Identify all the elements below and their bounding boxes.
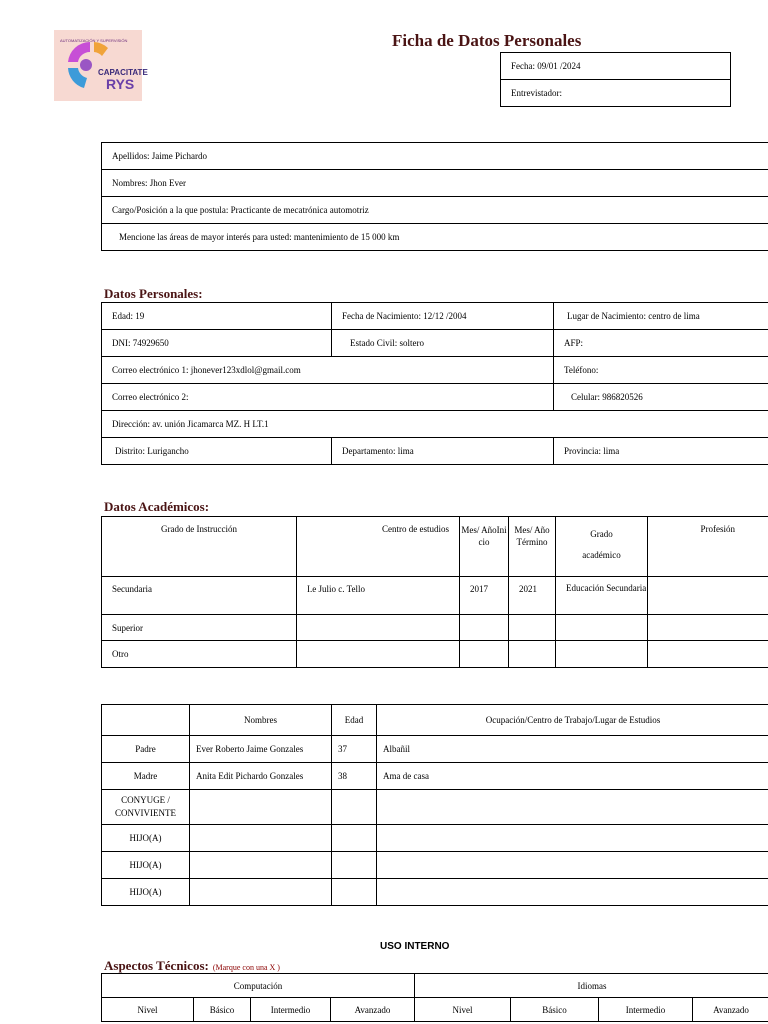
header-idiomas: Idiomas xyxy=(415,974,768,998)
company-logo xyxy=(54,30,148,101)
row-grado-academico[interactable] xyxy=(556,615,648,641)
row-nombre[interactable]: Anita Edit Pichardo Gonzales xyxy=(190,763,332,790)
table-row xyxy=(102,879,768,906)
personal-section-title: Datos Personales: xyxy=(104,286,203,301)
fecha-nacimiento-field[interactable]: Fecha de Nacimiento: 12/12 /2004 xyxy=(332,303,554,330)
idioma-avanzado[interactable]: Avanzado xyxy=(693,998,768,1022)
direccion-field[interactable]: Dirección: av. unión Jicamarca MZ. H LT.1 xyxy=(102,411,768,438)
header-nombres: Nombres xyxy=(190,705,332,736)
header-grado-line2: académico xyxy=(582,550,621,560)
header-ocupacion: Ocupación/Centro de Trabajo/Lugar de Estudios xyxy=(377,705,768,736)
afp-field[interactable]: AFP: xyxy=(554,330,768,357)
idioma-intermedio[interactable]: Intermedio xyxy=(599,998,693,1022)
row-ocupacion[interactable] xyxy=(377,825,768,852)
row-nombre[interactable] xyxy=(190,825,332,852)
header-grado-academico xyxy=(556,517,648,577)
row-inicio[interactable] xyxy=(460,641,509,668)
departamento-field[interactable]: Departamento: lima xyxy=(332,438,554,465)
row-grado[interactable]: Secundaria xyxy=(102,577,297,615)
row-relacion: HIJO(A) xyxy=(102,825,190,852)
header-relacion xyxy=(102,705,190,736)
row-edad[interactable] xyxy=(332,879,377,906)
row-edad[interactable] xyxy=(332,825,377,852)
row-grado[interactable]: Superior xyxy=(102,615,297,641)
academic-table xyxy=(101,516,768,668)
header-termino: Mes/ Año Término xyxy=(509,517,556,577)
edad-field[interactable]: Edad: 19 xyxy=(102,303,332,330)
family-table xyxy=(101,704,768,906)
table-row xyxy=(102,825,768,852)
technical-hint: (Marque con una X ) xyxy=(212,963,280,972)
row-relacion: Padre xyxy=(102,736,190,763)
interview-box xyxy=(500,52,731,107)
page-title: Ficha de Datos Personales xyxy=(392,31,582,50)
row-nombre[interactable] xyxy=(190,852,332,879)
technical-section-title: Aspectos Técnicos: xyxy=(104,958,209,973)
row-grado[interactable]: Otro xyxy=(102,641,297,668)
uso-interno-label: USO INTERNO xyxy=(380,941,450,952)
row-relacion: HIJO(A) xyxy=(102,879,190,906)
row-nombre[interactable]: Ever Roberto Jaime Gonzales xyxy=(190,736,332,763)
row-ocupacion[interactable] xyxy=(377,790,768,825)
table-row xyxy=(102,736,768,763)
idioma-nivel: Nivel xyxy=(415,998,511,1022)
apellidos-field[interactable]: Apellidos: Jaime Pichardo xyxy=(102,143,768,170)
row-centro[interactable] xyxy=(297,641,460,668)
table-row xyxy=(102,852,768,879)
row-inicio[interactable] xyxy=(460,615,509,641)
comp-intermedio[interactable]: Intermedio xyxy=(251,998,331,1022)
table-row xyxy=(102,763,768,790)
row-relacion: HIJO(A) xyxy=(102,852,190,879)
areas-field[interactable]: Mencione las áreas de mayor interés para usted: mantenimiento de 15 000 km xyxy=(102,224,768,251)
technical-table xyxy=(101,973,768,1022)
row-profesion[interactable] xyxy=(648,577,768,615)
header-grado: Grado de Instrucción xyxy=(102,517,297,577)
row-relacion: Madre xyxy=(102,763,190,790)
row-nombre[interactable] xyxy=(190,790,332,825)
row-centro[interactable] xyxy=(297,615,460,641)
academic-section-title: Datos Académicos: xyxy=(104,499,210,514)
row-profesion[interactable] xyxy=(648,641,768,668)
row-grado-academico[interactable]: Educación Secundaria xyxy=(556,577,648,615)
general-info-table xyxy=(101,142,768,251)
table-row xyxy=(102,641,768,668)
entrevistador-field[interactable]: Entrevistador: xyxy=(501,80,731,107)
celular-field[interactable]: Celular: 986820526 xyxy=(554,384,768,411)
comp-nivel: Nivel xyxy=(102,998,194,1022)
header-edad: Edad xyxy=(332,705,377,736)
row-inicio[interactable]: 2017 xyxy=(460,577,509,615)
row-nombre[interactable] xyxy=(190,879,332,906)
row-edad[interactable] xyxy=(332,790,377,825)
cargo-field[interactable]: Cargo/Posición a la que postula: Practicante de mecatrónica automotriz xyxy=(102,197,768,224)
logo-text-brand: RYS xyxy=(106,76,135,92)
row-termino[interactable] xyxy=(509,615,556,641)
nombres-field[interactable]: Nombres: Jhon Ever xyxy=(102,170,768,197)
provincia-field[interactable]: Provincia: lima xyxy=(554,438,768,465)
dni-field[interactable]: DNI: 74929650 xyxy=(102,330,332,357)
row-ocupacion[interactable]: Ama de casa xyxy=(377,763,768,790)
table-row xyxy=(102,790,768,825)
header-computacion: Computación xyxy=(102,974,415,998)
logo-text-top: AUTOMATIZACIÓN Y SUPERVISIÓN xyxy=(60,38,128,43)
telefono-field[interactable]: Teléfono: xyxy=(554,357,768,384)
row-relacion: CONYUGE / CONVIVIENTE xyxy=(102,790,190,825)
row-edad[interactable]: 37 xyxy=(332,736,377,763)
header-centro: Centro de estudios xyxy=(297,517,460,577)
row-edad[interactable]: 38 xyxy=(332,763,377,790)
row-edad[interactable] xyxy=(332,852,377,879)
idioma-basico[interactable]: Básico xyxy=(511,998,599,1022)
row-profesion[interactable] xyxy=(648,615,768,641)
table-row xyxy=(102,577,768,615)
correo2-field[interactable]: Correo electrónico 2: xyxy=(102,384,554,411)
comp-avanzado[interactable]: Avanzado xyxy=(331,998,415,1022)
lugar-nacimiento-field[interactable]: Lugar de Nacimiento: centro de lima xyxy=(554,303,768,330)
estado-civil-field[interactable]: Estado Civil: soltero xyxy=(332,330,554,357)
header-grado-line1: Grado xyxy=(590,529,613,539)
correo1-field[interactable]: Correo electrónico 1: jhonever123xdlol@gmail.com xyxy=(102,357,554,384)
table-row xyxy=(102,615,768,641)
personal-data-table xyxy=(101,302,768,465)
row-ocupacion[interactable] xyxy=(377,852,768,879)
header-profesion: Profesión xyxy=(648,517,768,577)
row-termino[interactable]: 2021 xyxy=(509,577,556,615)
row-ocupacion[interactable]: Albañil xyxy=(377,736,768,763)
row-centro[interactable]: I.e Julio c. Tello xyxy=(297,577,460,615)
row-grado-academico[interactable] xyxy=(556,641,648,668)
comp-basico[interactable]: Básico xyxy=(194,998,251,1022)
row-termino[interactable] xyxy=(509,641,556,668)
distrito-field[interactable]: Distrito: Lurigancho xyxy=(102,438,332,465)
header-inicio: Mes/ AñoIni cio xyxy=(460,517,509,577)
fecha-field[interactable]: Fecha: 09/01 /2024 xyxy=(501,53,731,80)
logo-text-main: CAPACITATE xyxy=(98,68,148,77)
row-ocupacion[interactable] xyxy=(377,879,768,906)
